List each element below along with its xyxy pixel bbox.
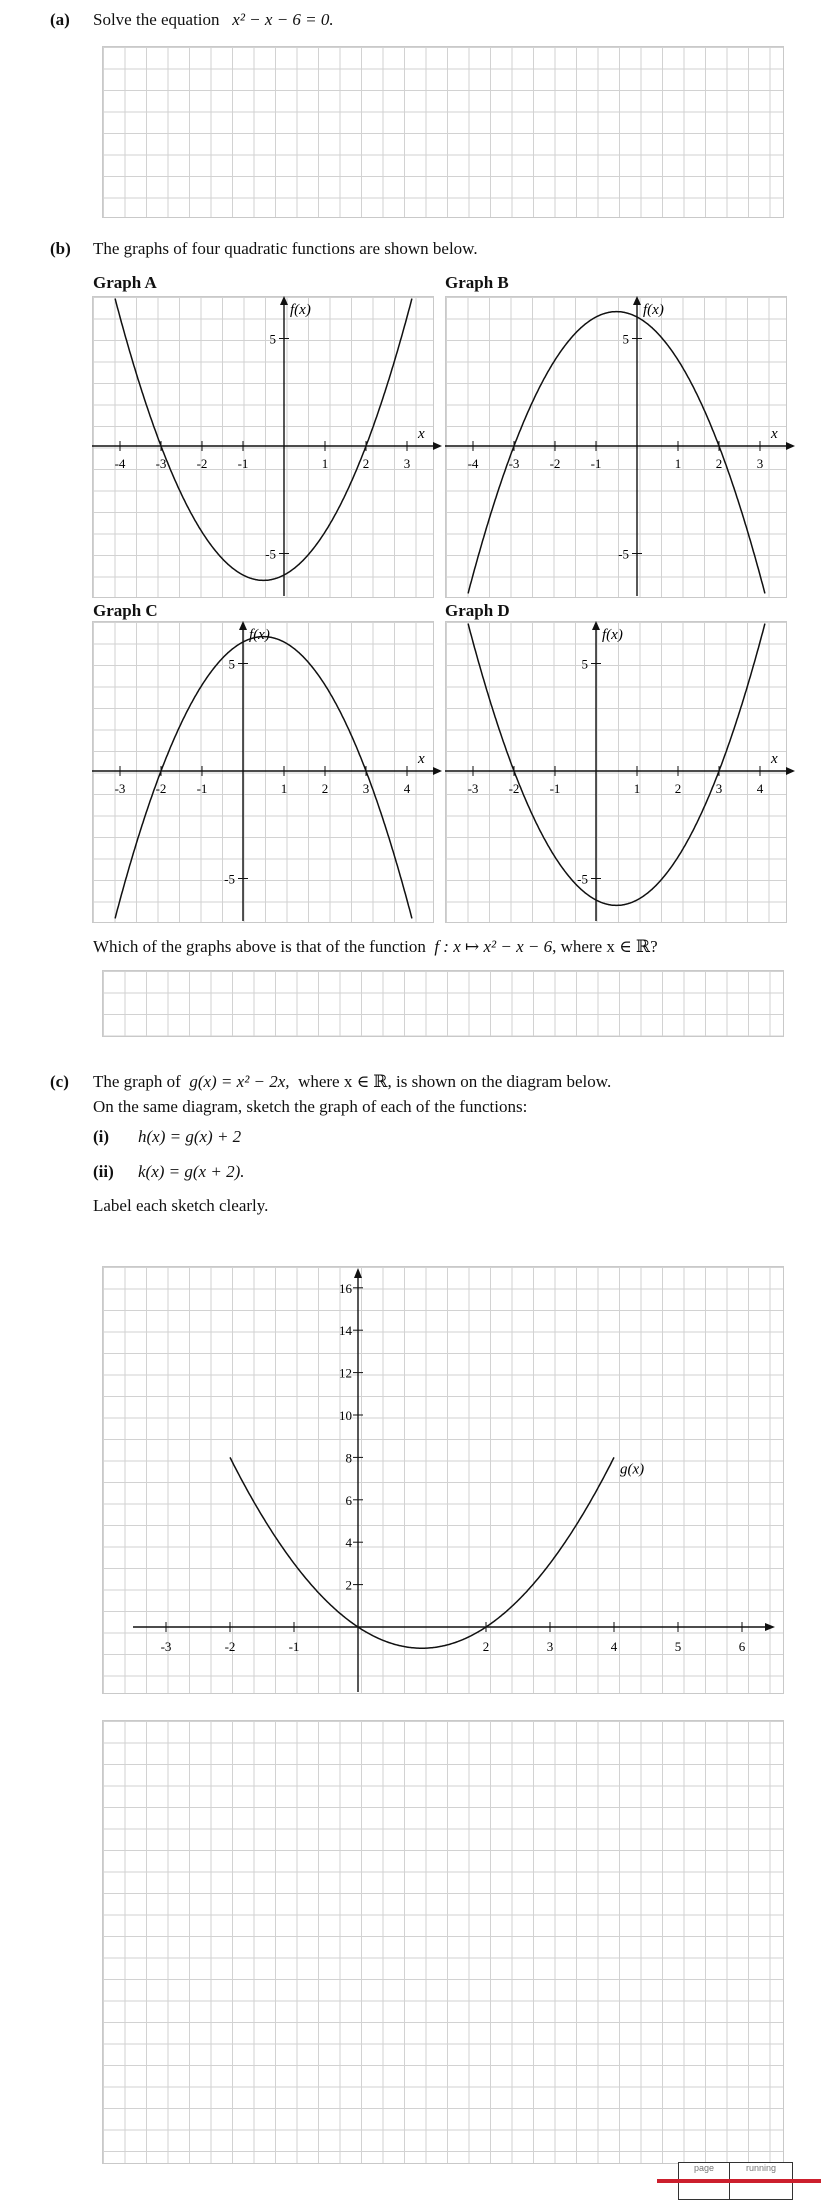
graph-g-y-tick-label: 12	[339, 1365, 352, 1381]
graph-g-x-tick-label: 2	[482, 1639, 490, 1654]
graph-a-curve	[115, 299, 412, 581]
graph-c-y-tick-label: -5	[224, 871, 235, 887]
graph-b-y-tick-label: 5	[622, 331, 629, 347]
graph-g-x-tick-label: 6	[738, 1639, 746, 1654]
graph-a-title: Graph A	[93, 273, 157, 292]
part-c-instruction: Label each sketch clearly.	[93, 1196, 269, 1215]
graph-b-x-tick-label: 3	[756, 456, 764, 471]
graph-c-x-arrow	[433, 767, 442, 775]
graph-d-x-tick-label: 1	[633, 781, 641, 796]
graph-c-y-label: f(x)	[249, 627, 270, 643]
graph-b-x-tick-label: -1	[590, 456, 602, 471]
graph-c-x-label: x	[418, 751, 425, 767]
graph-a-y-arrow	[280, 296, 288, 305]
graph-a-x-arrow	[433, 442, 442, 450]
graph-c-title: Graph C	[93, 601, 158, 620]
graph-g-y-tick-label: 14	[339, 1323, 352, 1339]
graph-c-x-tick-label: -2	[155, 781, 167, 796]
part-b-function: f : x ↦ x² − x − 6	[434, 937, 553, 956]
graph-b-curve	[468, 312, 765, 594]
graph-a-y-tick-label: 5	[269, 331, 276, 347]
graph-c-y-arrow	[239, 621, 247, 630]
graph-g-x-tick-label: -3	[160, 1639, 172, 1654]
graph-d-y-tick-label: -5	[577, 871, 588, 887]
graph-b-y-tick-label: -5	[618, 546, 629, 562]
graph-b-x-tick-label: 2	[715, 456, 723, 471]
graph-d-y-arrow	[592, 621, 600, 630]
running-label: running	[745, 2163, 777, 2173]
graph-b-y-arrow	[633, 296, 641, 305]
graph-g-y-tick-label: 4	[345, 1535, 352, 1551]
graph-g-x-tick-label: 3	[546, 1639, 554, 1654]
graph-c-x-tick-label: 1	[280, 781, 288, 796]
graph-b-y-label: f(x)	[643, 302, 664, 318]
graph-g-curve-label: g(x)	[620, 1461, 645, 1478]
graph-b-x-label: x	[771, 426, 778, 442]
part-c-item1-label: (i)	[93, 1127, 110, 1146]
graph-a-x-tick-label: -1	[237, 456, 249, 471]
part-b-question-pre: Which of the graphs above is that of the function	[93, 937, 426, 956]
graph-d-title: Graph D	[445, 601, 510, 620]
graph-c-x-tick-label: 4	[403, 781, 411, 796]
graph-a-x-tick-label: 1	[321, 456, 329, 471]
graph-a-x-tick-label: 2	[362, 456, 370, 471]
graph-d-y-tick-label: 5	[581, 656, 588, 672]
part-c-g-function: g(x) = x² − 2x,	[189, 1072, 290, 1091]
graph-g-y-tick-label: 10	[339, 1408, 352, 1423]
graph-c-x-tick-label: -3	[114, 781, 126, 796]
graph-c-x-tick-label: 3	[362, 781, 370, 796]
graph-g-x-tick-label: -1	[288, 1639, 300, 1654]
part-a-text: Solve the equation	[93, 10, 220, 29]
graph-a-y-label: f(x)	[290, 302, 311, 318]
graph-g-x-tick-label: 5	[674, 1639, 682, 1654]
graph-d-x-tick-label: -2	[508, 781, 520, 796]
part-c-item1-function: h(x) = g(x) + 2	[138, 1127, 242, 1146]
graph-b-x-arrow	[786, 442, 795, 450]
graph-a-y-tick-label: -5	[265, 546, 276, 562]
graph-b-x-tick-label: -2	[549, 456, 561, 471]
graph-d-curve	[468, 624, 765, 906]
part-c-item2-label: (ii)	[93, 1162, 114, 1181]
graph-d-x-arrow	[786, 767, 795, 775]
graph-b-title: Graph B	[445, 273, 509, 292]
part-a-label: (a)	[50, 10, 70, 29]
part-c-item2-function: k(x) = g(x + 2).	[138, 1162, 245, 1181]
graph-g-x-tick-label: 4	[610, 1639, 618, 1654]
graph-a-x-tick-label: -2	[196, 456, 208, 471]
graph-g-y-arrow	[354, 1268, 362, 1278]
graph-d-x-tick-label: 3	[715, 781, 723, 796]
graph-g-curve	[230, 1457, 614, 1648]
graph-a-x-tick-label: -3	[155, 456, 167, 471]
graph-d-x-tick-label: 4	[756, 781, 764, 796]
graph-b-x-tick-label: -4	[467, 456, 479, 471]
graph-c-x-tick-label: 2	[321, 781, 329, 796]
graph-d-y-label: f(x)	[602, 627, 623, 643]
part-c-label: (c)	[50, 1072, 69, 1091]
graph-c-x-tick-label: -1	[196, 781, 208, 796]
part-c-line1-pre: The graph of	[93, 1072, 181, 1091]
graph-g-x-arrow	[765, 1623, 775, 1631]
graph-d-x-tick-label: 2	[674, 781, 682, 796]
graph-c-y-tick-label: 5	[228, 656, 235, 672]
part-c-line2: On the same diagram, sketch the graph of each of the functions:	[93, 1097, 528, 1116]
graph-g-y-tick-label: 2	[345, 1577, 352, 1593]
part-b-label: (b)	[50, 239, 71, 258]
graph-a-x-label: x	[418, 426, 425, 442]
graph-d-x-tick-label: -3	[467, 781, 479, 796]
part-c-line1-post: where x ∈ ℝ, is shown on the diagram below.	[298, 1072, 612, 1091]
part-a-equation: x² − x − 6 = 0.	[232, 10, 334, 29]
graph-b-x-tick-label: 1	[674, 456, 682, 471]
graph-g-y-tick-label: 8	[345, 1450, 352, 1466]
graph-d-x-tick-label: -1	[549, 781, 561, 796]
graph-b-x-tick-label: -3	[508, 456, 520, 471]
graph-g-y-tick-label: 6	[345, 1492, 352, 1508]
graph-g-y-tick-label: 16	[339, 1280, 352, 1296]
graph-c-curve	[115, 637, 412, 919]
graph-d-x-label: x	[771, 751, 778, 767]
part-b-intro: The graphs of four quadratic functions are shown below.	[93, 239, 478, 258]
page-label: page	[693, 2163, 715, 2173]
part-b-question-post: , where x ∈ ℝ?	[552, 937, 658, 956]
graph-a-x-tick-label: 3	[403, 456, 411, 471]
graph-a-x-tick-label: -4	[114, 456, 126, 471]
graph-g-x-tick-label: -2	[224, 1639, 236, 1654]
